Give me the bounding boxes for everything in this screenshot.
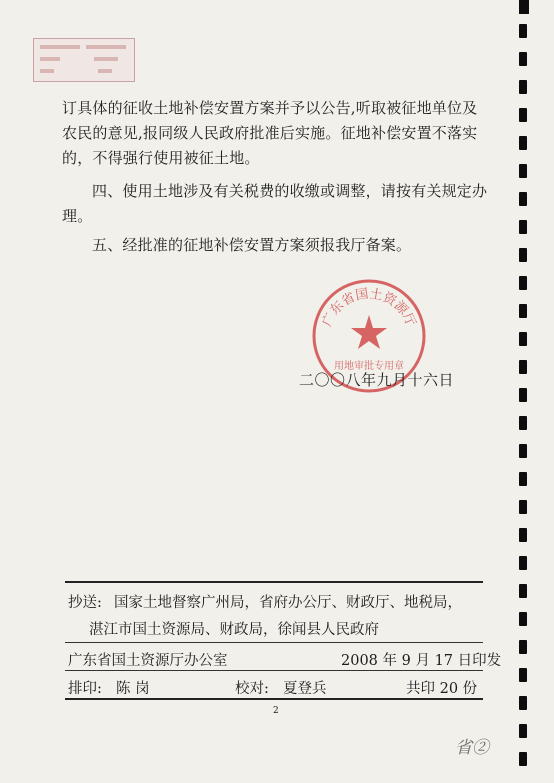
binding-hole xyxy=(519,332,527,346)
handwritten-note: 省② xyxy=(455,738,489,758)
binding-hole xyxy=(519,416,527,430)
footer-rule-bottom xyxy=(65,698,483,700)
binding-hole xyxy=(519,696,527,710)
seal-text: 广东省国土资源厅 xyxy=(319,286,419,330)
binding-hole xyxy=(519,500,527,514)
binding-hole-top xyxy=(519,0,529,14)
binding-hole xyxy=(519,388,527,402)
binding-hole xyxy=(519,136,527,150)
faded-stamp-box xyxy=(33,38,135,82)
binding-hole xyxy=(519,556,527,570)
issuing-office: 广东省国土资源厅办公室 xyxy=(68,653,228,669)
binding-hole xyxy=(519,444,527,458)
cc-recipients-line-2: 湛江市国土资源局、财政局，徐闻县人民政府 xyxy=(89,622,379,638)
binding-hole xyxy=(519,164,527,178)
footer-rule-top xyxy=(65,581,483,583)
body-paragraph-2: 四、使用土地涉及有关税费的收缴或调整，请按有关规定办理。 xyxy=(62,182,488,225)
cc-recipients-line-1: 国家土地督察广州局，省府办公厅、财政厅、地税局， xyxy=(114,595,462,611)
binding-hole xyxy=(519,24,527,38)
body-paragraph-3: 五、经批准的征地补偿安置方案须报我厅备案。 xyxy=(92,236,412,254)
issue-date: 二〇〇八年九月十六日 xyxy=(299,371,455,389)
star-icon xyxy=(351,315,387,349)
binding-hole xyxy=(519,640,527,654)
proofreader-label: 校对: xyxy=(235,681,269,697)
typist-name: 陈 岗 xyxy=(116,681,150,697)
binding-hole xyxy=(519,304,527,318)
binding-hole xyxy=(519,80,527,94)
copies-count: 共印 20 份 xyxy=(406,681,478,697)
footer-rule-lower xyxy=(65,670,483,671)
page-number: 2 xyxy=(273,706,279,716)
binding-hole xyxy=(519,528,527,542)
binding-hole xyxy=(519,752,527,766)
binding-hole xyxy=(519,220,527,234)
proofreader-name: 夏登兵 xyxy=(283,681,327,697)
binding-hole xyxy=(519,472,527,486)
body-paragraph-1: 订具体的征收土地补偿安置方案并予以公告,听取被征地单位及农民的意见,报同级人民政府批准后实施。征地补偿安置不落实的，不得强行使用被征土地。 xyxy=(62,99,478,167)
binding-hole xyxy=(519,192,527,206)
footer-rule-mid xyxy=(65,642,483,643)
cc-label: 抄送: xyxy=(68,595,102,611)
binding-hole xyxy=(519,584,527,598)
print-date: 2008 年 9 月 17 日印发 xyxy=(341,653,502,669)
typist-label: 排印: xyxy=(68,681,102,697)
seal-subtext: 用地审批专用章 xyxy=(334,361,404,372)
binding-hole xyxy=(519,724,527,738)
binding-hole xyxy=(519,248,527,262)
binding-hole xyxy=(519,108,527,122)
binding-hole xyxy=(519,52,527,66)
binding-hole xyxy=(519,612,527,626)
binding-hole xyxy=(519,668,527,682)
binding-hole xyxy=(519,360,527,374)
binding-hole xyxy=(519,276,527,290)
